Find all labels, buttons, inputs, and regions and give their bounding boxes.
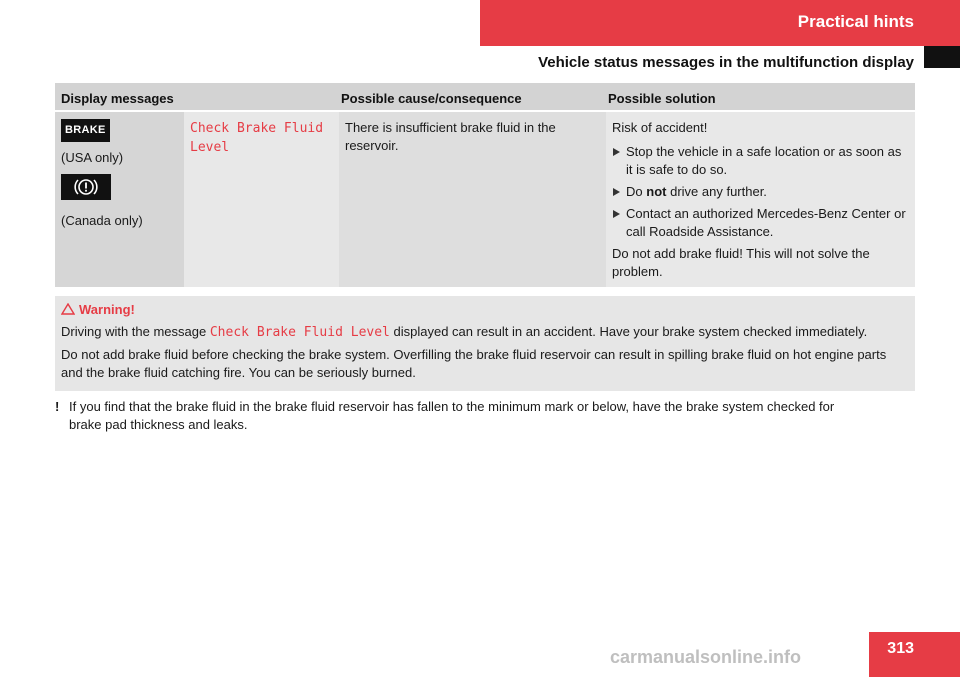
brake-warning-icon: BRAKE bbox=[61, 119, 110, 142]
header-display-messages: Display messages bbox=[55, 83, 335, 115]
message-cell bbox=[184, 110, 339, 287]
canada-only-label: (Canada only) bbox=[61, 213, 143, 228]
page-subtitle: Vehicle status messages in the multifunction display bbox=[538, 54, 914, 71]
list-item: Stop the vehicle in a safe location or as soon as it is safe to do so. bbox=[612, 143, 909, 179]
list-item: Contact an authorized Mercedes-Benz Center or call Roadside Assistance. bbox=[612, 205, 909, 241]
header-possible-solution: Possible solution bbox=[602, 83, 915, 115]
warning-paragraph-1: Driving with the message Check Brake Fluid Level displayed can result in an accident. Have your brake system checked immediately. bbox=[61, 324, 868, 340]
note-paragraph: ! If you find that the brake fluid in the brake fluid reservoir has fallen to the minimum mark or below, have the brake system checked for brake pad thickness and leaks. bbox=[55, 399, 835, 432]
table-row bbox=[55, 110, 915, 287]
brake-circle-warning-icon bbox=[61, 174, 111, 200]
solution-steps bbox=[612, 143, 909, 241]
list-item: Do not drive any further. bbox=[612, 183, 909, 201]
watermark: carmanualsonline.info bbox=[610, 647, 802, 667]
header-possible-cause: Possible cause/consequence bbox=[335, 83, 602, 115]
exclamation-icon: ! bbox=[55, 399, 60, 414]
warning-triangle-icon bbox=[61, 303, 75, 315]
solution-cell bbox=[606, 110, 915, 287]
warning-heading: Warning! bbox=[61, 301, 909, 319]
warning-paragraph-2: Do not add brake fluid before checking the brake system. Overfilling the brake fluid reservoir can result in spilling brake fluid on hot engine parts and the brake fluid catching fire. You can be seriously burned. bbox=[61, 347, 887, 380]
display-icons-cell bbox=[55, 110, 184, 287]
solution-intro: Risk of accident! bbox=[612, 120, 708, 135]
status-messages-body bbox=[55, 110, 915, 287]
usa-only-label: (USA only) bbox=[61, 150, 124, 165]
page-number: 313 bbox=[869, 632, 960, 677]
warning-box bbox=[55, 296, 915, 391]
section-tab bbox=[924, 46, 960, 68]
display-message-text: Check Brake Fluid Level bbox=[190, 121, 324, 155]
section-title: Practical hints bbox=[797, 12, 914, 31]
solution-outro: Do not add brake fluid! This will not solve the problem. bbox=[612, 246, 870, 279]
cause-cell: There is insufficient brake fluid in the reservoir. bbox=[339, 110, 606, 287]
